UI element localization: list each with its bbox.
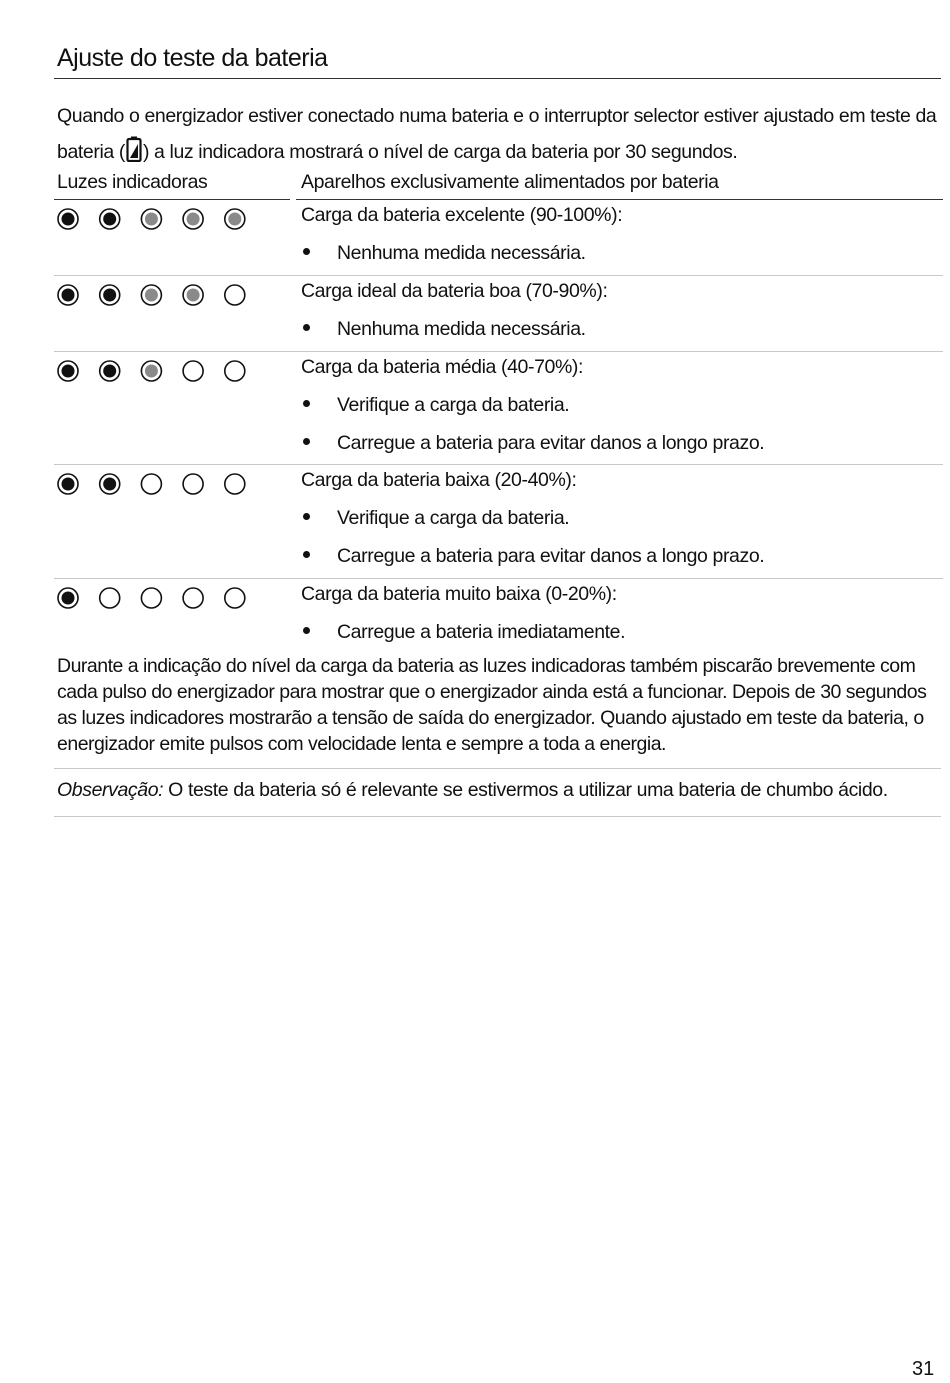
bullet-icon	[303, 551, 310, 558]
battery-level-row	[54, 199, 943, 275]
led-off-icon	[183, 361, 203, 381]
led-grey-icon	[141, 209, 161, 229]
note-rule-top	[54, 768, 941, 769]
title-divider	[54, 78, 941, 79]
note	[57, 779, 941, 802]
page-number: 31	[912, 1358, 935, 1380]
row-title: Carga ideal da bateria boa (70-90%):	[301, 280, 608, 302]
indicator-lights	[56, 283, 256, 309]
bullet-text: Nenhuma medida necessária.	[337, 318, 586, 340]
blinking-info-paragraph: Durante a indicação do nível da carga da bateria as luzes indicadoras também piscarão brevemente com cada pulso do energizador para mostrar que o energizador ainda está a funcionar. Depois de 30 segundos as luzes indicadores mostrarão a tensão de saída do energizador. Quando ajustado em teste da bateria, o energizador emite pulsos com velocidade lenta e sempre a toda a energia.	[57, 655, 927, 755]
bullet-icon	[303, 324, 310, 331]
led-black-icon	[58, 209, 78, 229]
row-title: Carga da bateria muito baixa (0-20%):	[301, 583, 617, 605]
led-grey-icon	[141, 285, 161, 305]
led-black-icon	[100, 361, 120, 381]
led-grey-icon	[183, 285, 203, 305]
row-divider	[54, 464, 943, 465]
led-off-icon	[141, 474, 161, 494]
bullet-icon	[303, 248, 310, 255]
led-black-icon	[100, 209, 120, 229]
led-grey-icon	[141, 361, 161, 381]
led-black-icon	[100, 474, 120, 494]
led-off-icon	[183, 588, 203, 608]
led-off-icon	[141, 588, 161, 608]
led-off-icon	[225, 588, 245, 608]
note-rule-bottom	[54, 816, 941, 817]
led-black-icon	[58, 361, 78, 381]
led-off-icon	[225, 285, 245, 305]
intro-text-end: ) a luz indicadora mostrará o nível de carga da bateria por 30 segundos.	[142, 141, 738, 163]
row-title: Carga da bateria excelente (90-100%):	[301, 204, 623, 226]
bullet-text: Verifique a carga da bateria.	[337, 507, 570, 529]
row-divider	[54, 351, 943, 352]
led-off-icon	[183, 474, 203, 494]
led-black-icon	[58, 285, 78, 305]
bullet-icon	[303, 513, 310, 520]
list-item	[301, 318, 586, 341]
list-item	[301, 545, 764, 568]
bullet-text: Nenhuma medida necessária.	[337, 242, 586, 264]
list-item	[301, 432, 764, 455]
row-title: Carga da bateria média (40-70%):	[301, 356, 584, 378]
led-black-icon	[58, 474, 78, 494]
bullet-icon	[303, 627, 310, 634]
column-header-lights: Luzes indicadoras	[57, 171, 208, 193]
indicator-lights	[56, 472, 256, 498]
row-divider	[54, 578, 943, 579]
battery-icon	[126, 136, 142, 174]
bullet-icon	[303, 400, 310, 407]
led-off-icon	[100, 588, 120, 608]
indicator-lights	[56, 586, 256, 612]
battery-level-row	[54, 464, 943, 578]
led-black-icon	[58, 588, 78, 608]
page-title: Ajuste do teste da bateria	[57, 44, 328, 72]
bullet-text: Verifique a carga da bateria.	[337, 394, 570, 416]
list-item	[301, 621, 625, 644]
intro-paragraph	[57, 98, 937, 174]
bullet-text: Carregue a bateria imediatamente.	[337, 621, 626, 643]
bullet-text: Carregue a bateria para evitar danos a longo prazo.	[337, 545, 765, 567]
battery-level-row	[54, 275, 943, 351]
list-item	[301, 507, 569, 530]
note-text: O teste da bateria só é relevante se estivermos a utilizar uma bateria de chumbo ácido.	[163, 779, 888, 801]
indicator-lights	[56, 359, 256, 385]
list-item	[301, 242, 586, 265]
row-divider	[54, 275, 943, 276]
led-grey-icon	[183, 209, 203, 229]
bullet-text: Carregue a bateria para evitar danos a longo prazo.	[337, 432, 765, 454]
led-black-icon	[100, 285, 120, 305]
bullet-icon	[303, 438, 310, 445]
column-header-devices: Aparelhos exclusivamente alimentados por bateria	[301, 171, 719, 193]
row-title: Carga da bateria baixa (20-40%):	[301, 469, 577, 491]
indicator-lights	[56, 207, 256, 233]
list-item	[301, 394, 569, 417]
note-label: Observação:	[57, 779, 164, 801]
led-grey-icon	[225, 209, 245, 229]
led-off-icon	[225, 474, 245, 494]
intro-text-start: Quando o energizador estiver conectado numa bateria e o interruptor selector estiver ajustado em teste da bateria (	[57, 105, 937, 163]
battery-level-row	[54, 578, 943, 653]
led-off-icon	[225, 361, 245, 381]
battery-level-row	[54, 351, 943, 464]
